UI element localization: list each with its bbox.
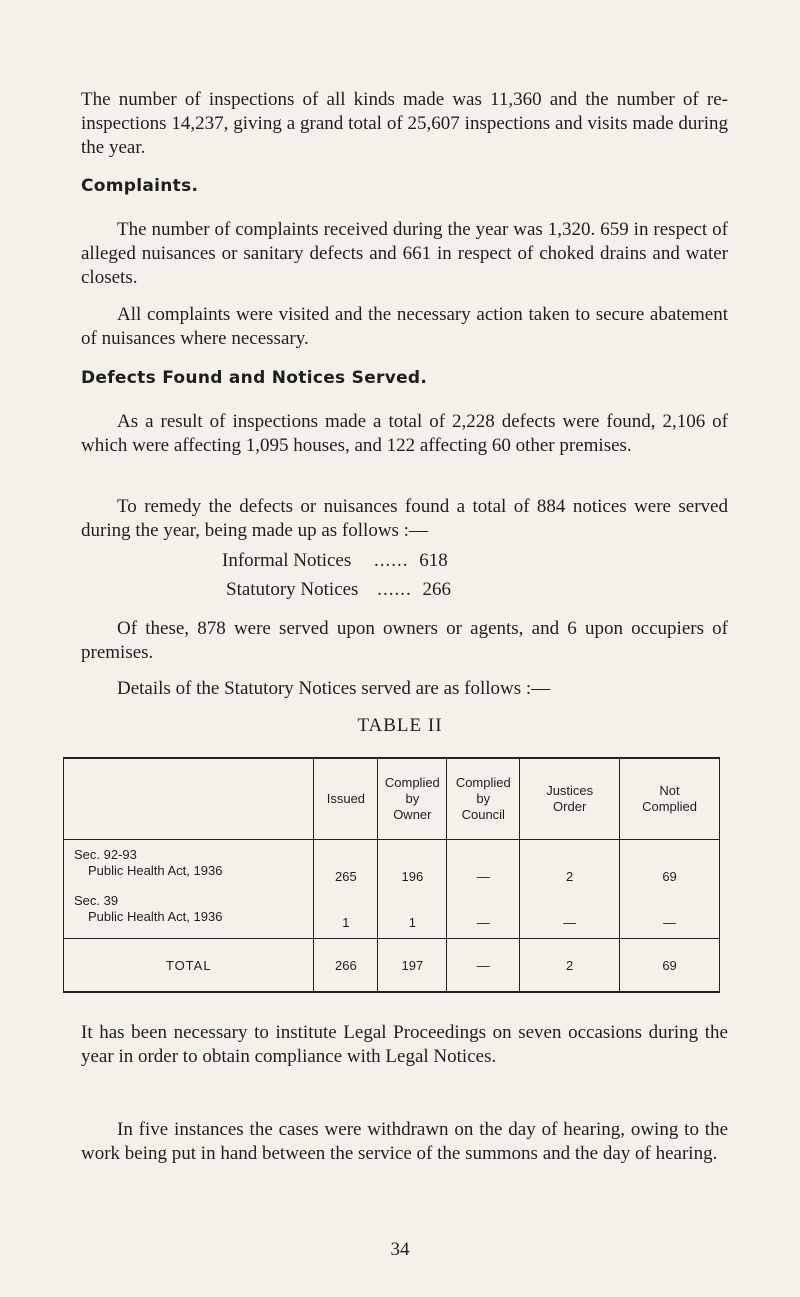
- header-blank: [64, 758, 314, 840]
- total-complied-owner: 197: [378, 939, 447, 993]
- paragraph-complaints-visited: All complaints were visited and the necessary action taken to secure abatement of nuisances where necessary.: [81, 304, 728, 349]
- notice-statutory: [226, 578, 451, 602]
- table-row: [64, 886, 720, 939]
- total-not-complied: 69: [620, 939, 720, 993]
- row-description: Sec. 92-93 Public Health Act, 1936: [64, 840, 314, 887]
- cell-complied-owner: 196: [378, 840, 447, 887]
- paragraph-withdrawn-cases: In five instances the cases were withdrawn on the day of hearing, owing to the work being put in hand between the service of the summons and the day of hearing.: [81, 1119, 728, 1164]
- total-label: TOTAL: [64, 939, 314, 993]
- total-justices-order: 2: [520, 939, 620, 993]
- heading-complaints: Complaints.: [81, 176, 199, 196]
- cell-issued: 265: [314, 840, 378, 887]
- notice-label: Statutory Notices: [226, 579, 359, 600]
- cell-justices-order: 2: [520, 840, 620, 887]
- cell-not-complied: —: [620, 886, 720, 939]
- header-complied-owner: Complied by Owner: [378, 758, 447, 840]
- cell-issued: 1: [314, 886, 378, 939]
- table-row: [64, 840, 720, 887]
- notice-value: 266: [422, 579, 451, 600]
- cell-complied-owner: 1: [378, 886, 447, 939]
- paragraph-owners-occupiers: Of these, 878 were served upon owners or agents, and 6 upon occupiers of premises.: [81, 618, 728, 663]
- notice-informal: [222, 549, 448, 573]
- paragraph-notices-served: To remedy the defects or nuisances found a total of 884 notices were served during the year, being made up as follows :—: [81, 496, 728, 541]
- header-issued: Issued: [314, 758, 378, 840]
- paragraph-statutory-details: Details of the Statutory Notices served are as follows :—: [117, 678, 551, 699]
- paragraph-defects-found: As a result of inspections made a total of 2,228 defects were found, 2,106 of which were affecting 1,095 houses, and 122 affecting 60 other premises.: [81, 411, 728, 456]
- total-issued: 266: [314, 939, 378, 993]
- header-justices-order: Justices Order: [520, 758, 620, 840]
- paragraph-complaints-count: The number of complaints received during the year was 1,320. 659 in respect of alleged nuisances or sanitary defects and 661 in respect of choked drains and water closets.: [81, 219, 728, 288]
- cell-not-complied: 69: [620, 840, 720, 887]
- notice-value: 618: [419, 550, 448, 571]
- notice-dots: ......: [374, 550, 409, 571]
- paragraph-inspections: The number of inspections of all kinds made was 11,360 and the number of re-inspections 14,237, giving a grand total of 25,607 inspections and visits made during the year.: [81, 89, 728, 158]
- notice-dots: ......: [377, 579, 412, 600]
- header-complied-council: Complied by Council: [447, 758, 520, 840]
- table-total-row: [64, 939, 720, 993]
- header-not-complied: Not Complied: [620, 758, 720, 840]
- statutory-notices-table: [63, 757, 720, 993]
- paragraph-legal-proceedings: It has been necessary to institute Legal Proceedings on seven occasions during the year in order to obtain compliance with Legal Notices.: [81, 1022, 728, 1067]
- cell-complied-council: —: [447, 886, 520, 939]
- cell-justices-order: —: [520, 886, 620, 939]
- notice-label: Informal Notices: [222, 550, 352, 571]
- cell-complied-council: —: [447, 840, 520, 887]
- heading-defects-notices: Defects Found and Notices Served.: [81, 368, 428, 388]
- page-number: 34: [390, 1239, 410, 1260]
- row-description: Sec. 39 Public Health Act, 1936: [64, 886, 314, 939]
- table-caption: TABLE II: [357, 715, 443, 736]
- table-header-row: [64, 758, 720, 840]
- total-complied-council: —: [447, 939, 520, 993]
